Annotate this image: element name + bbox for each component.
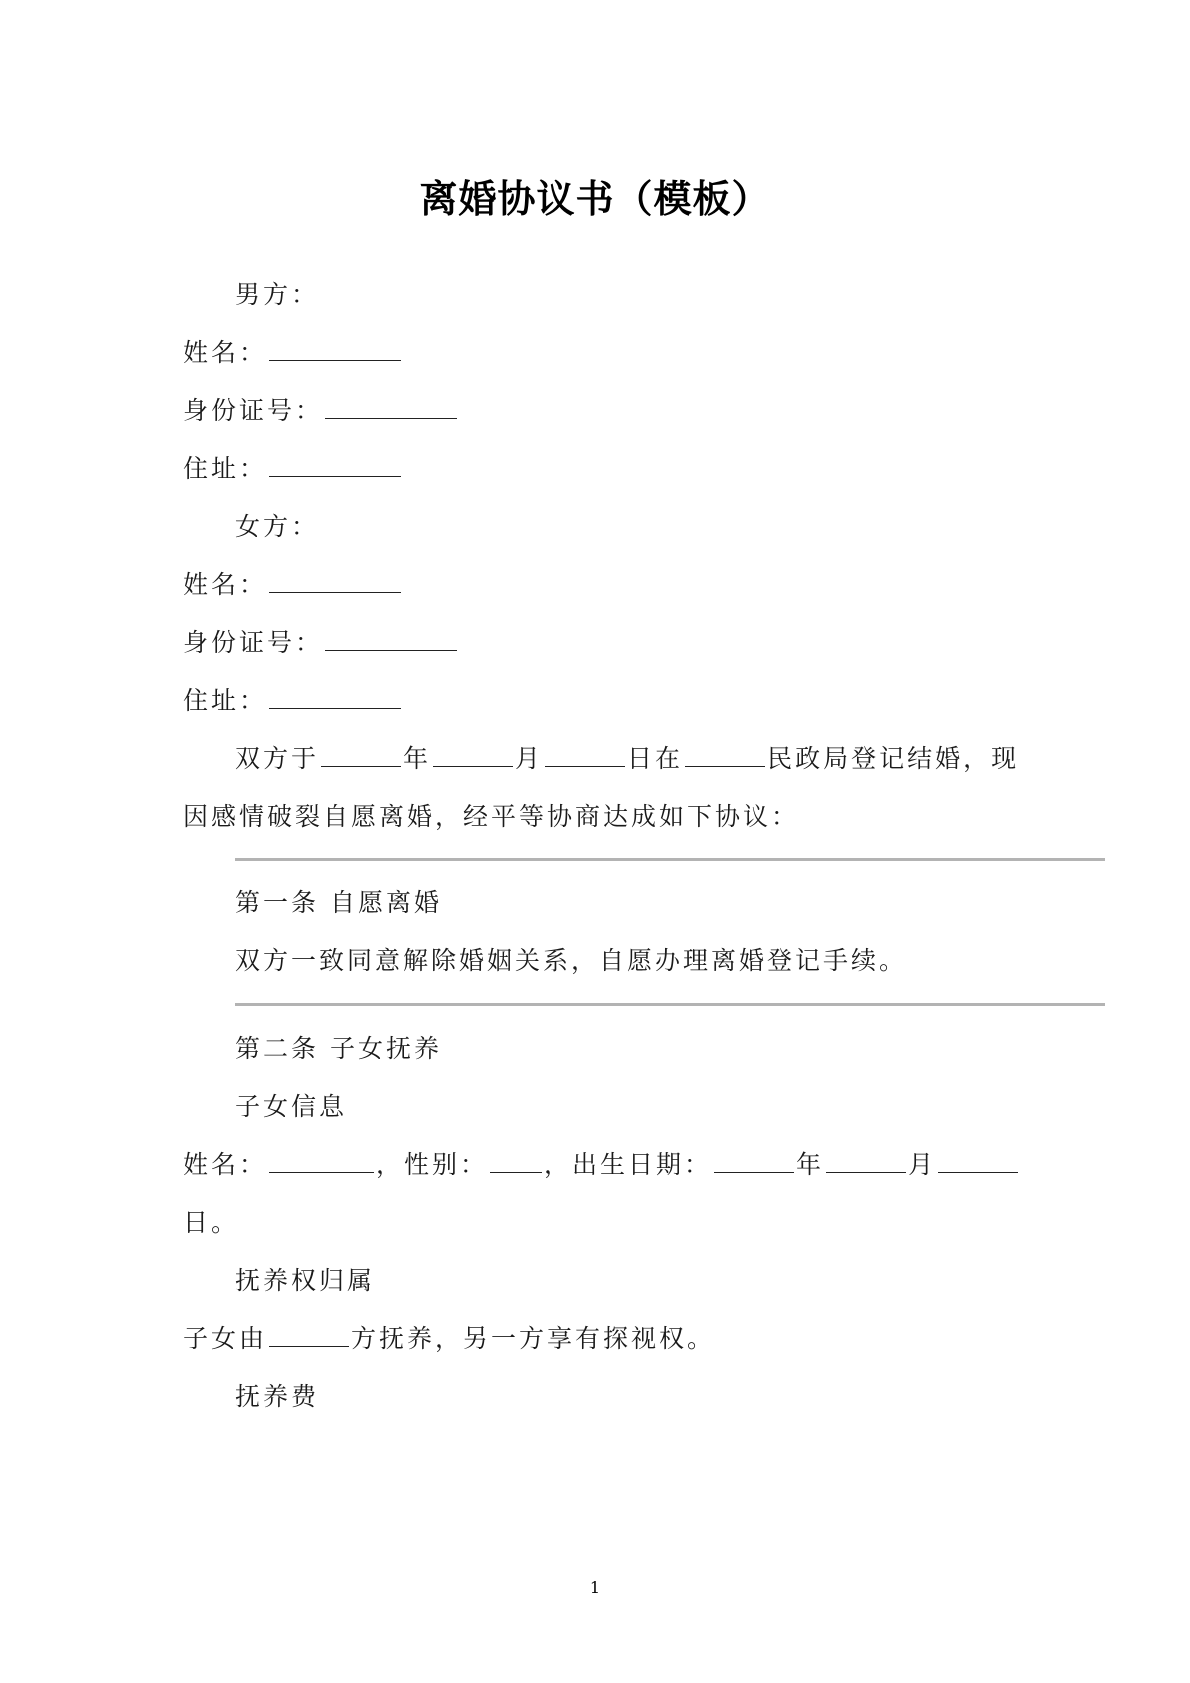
male-name-label: 姓名： [183,338,268,367]
section-divider [235,858,1105,861]
child-birth-day-blank[interactable] [938,1150,1018,1173]
article1-body: 双方一致同意解除婚姻关系，自愿办理离婚登记手续。 [235,946,908,975]
marriage-day-blank[interactable] [545,744,625,767]
marriage-month-blank[interactable] [433,744,513,767]
female-id-blank[interactable] [325,628,457,651]
marriage-suffix: 民政局登记结婚，现 [767,744,1020,773]
female-name-row [183,568,403,602]
section-divider [235,1003,1105,1006]
male-id-label: 身份证号： [183,396,324,425]
custody-party-blank[interactable] [269,1324,349,1347]
male-address-label: 住址： [183,454,268,483]
female-name-label: 姓名： [183,570,268,599]
custody-prefix: 子女由 [183,1324,268,1353]
marriage-day-label: 日在 [627,744,684,773]
marriage-year-label: 年 [403,744,432,773]
male-id-row [183,394,459,428]
marriage-place-blank[interactable] [685,744,765,767]
male-name-row [183,336,403,370]
child-name-label: 姓名： [183,1150,268,1179]
child-birth-label: ，出生日期： [544,1150,713,1179]
child-birth-year-blank[interactable] [714,1150,794,1173]
child-info-row [183,1148,1020,1182]
page-title: 离婚协议书（模板） [419,177,771,221]
child-birth-month-label: 月 [908,1150,937,1179]
custody-suffix: 方抚养，另一方享有探视权。 [351,1324,716,1353]
male-name-blank[interactable] [269,338,401,361]
female-address-label: 住址： [183,686,268,715]
marriage-year-blank[interactable] [321,744,401,767]
child-gender-blank[interactable] [490,1150,542,1173]
male-id-blank[interactable] [325,396,457,419]
female-name-blank[interactable] [269,570,401,593]
child-gender-label: ，性别： [376,1150,489,1179]
female-heading: 女方： [235,512,320,541]
male-heading: 男方： [235,280,320,309]
female-address-row [183,684,403,718]
marriage-month-label: 月 [515,744,544,773]
article2-heading: 第二条 子女抚养 [235,1034,442,1063]
male-address-row [183,452,403,486]
custody-heading: 抚养权归属 [235,1266,376,1295]
child-info-heading: 子女信息 [235,1092,348,1121]
marriage-line-1 [235,742,1019,776]
marriage-line-2: 因感情破裂自愿离婚，经平等协商达成如下协议： [183,802,800,831]
female-id-row [183,626,459,660]
child-name-blank[interactable] [269,1150,374,1173]
child-birth-month-blank[interactable] [826,1150,906,1173]
female-id-label: 身份证号： [183,628,324,657]
female-address-blank[interactable] [269,686,401,709]
page-number: 1 [589,1578,601,1597]
child-birth-year-label: 年 [796,1150,825,1179]
child-birth-day-end: 日。 [183,1208,240,1237]
male-address-blank[interactable] [269,454,401,477]
support-heading: 抚养费 [235,1382,320,1411]
article1-heading: 第一条 自愿离婚 [235,888,442,917]
custody-row [183,1322,715,1356]
marriage-prefix: 双方于 [235,744,320,773]
